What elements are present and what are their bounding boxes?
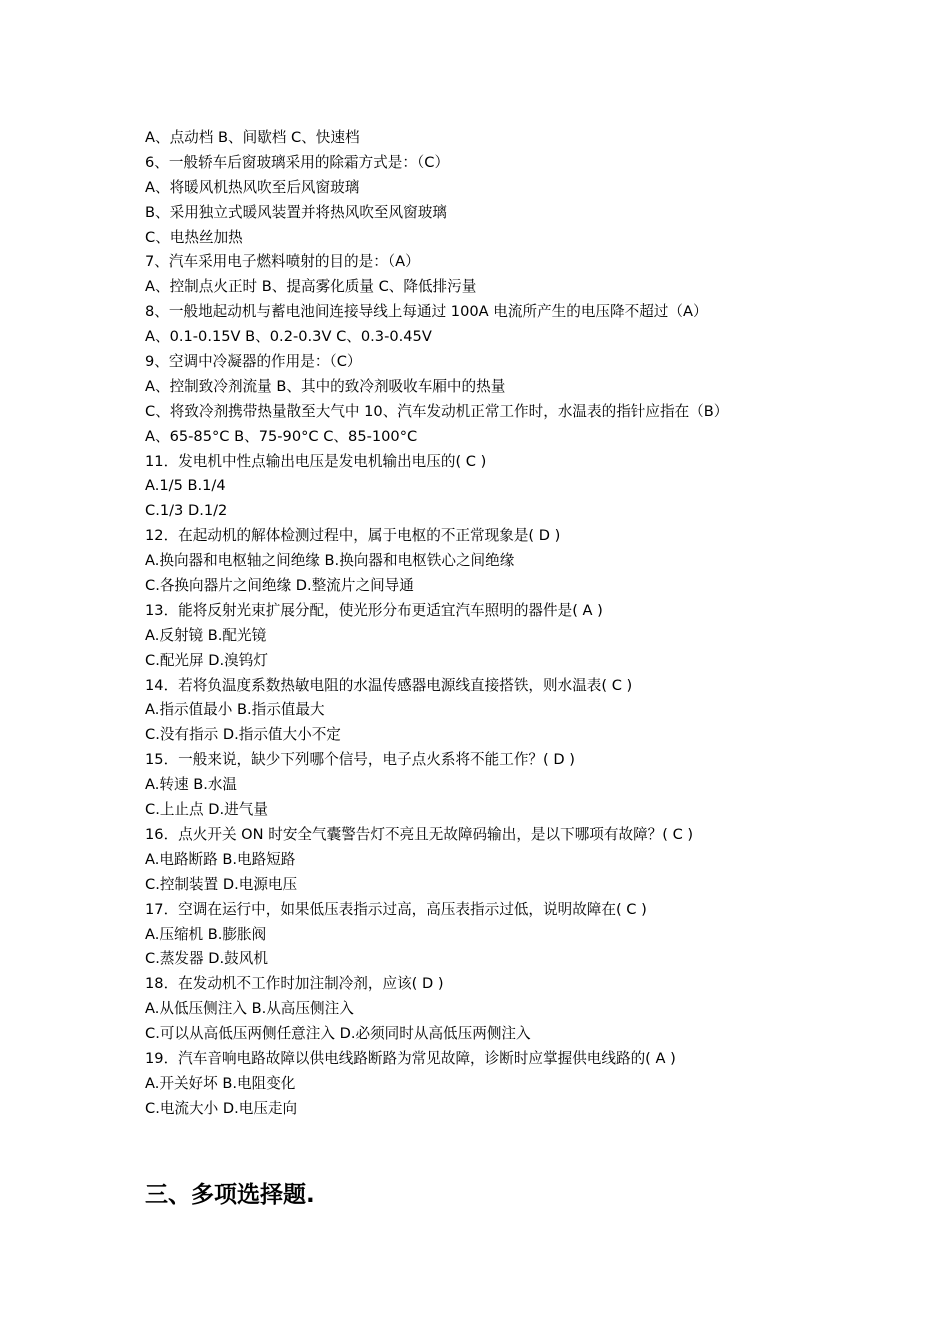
option-line: B、采用独立式暖风装置并将热风吹至风窗玻璃: [145, 203, 447, 221]
question-13: 13．能将反射光束扩展分配，使光形分布更适宜汽车照明的器件是( A ): [145, 601, 603, 619]
option-line: A、65-85°C B、75-90°C C、85-100°C: [145, 427, 418, 445]
option-line: C.配光屏 D.溴钨灯: [145, 651, 268, 669]
option-line: C.上止点 D.进气量: [145, 801, 268, 819]
question-9: 9、空调中冷凝器的作用是：（C）: [145, 353, 362, 371]
question-11: 11．发电机中性点输出电压是发电机输出电压的( C ): [145, 452, 487, 470]
section-heading: 三、多项选择题.: [145, 1182, 315, 1208]
option-line: C.控制装置 D.电源电压: [145, 875, 298, 893]
question-18: 18．在发动机不工作时加注制冷剂，应该( D ): [145, 975, 444, 993]
option-line: A.转速 B.水温: [145, 776, 238, 794]
option-line: A.电路断路 B.电路短路: [145, 850, 296, 868]
option-line: A.1/5 B.1/4: [145, 477, 226, 495]
option-line: C.没有指示 D.指示值大小不定: [145, 726, 341, 744]
question-6: 6、一般轿车后窗玻璃采用的除霜方式是：（C）: [145, 153, 450, 171]
option-line: A.从低压侧注入 B.从高压侧注入: [145, 1000, 354, 1018]
option-line: C.各换向器片之间绝缘 D.整流片之间导通: [145, 577, 414, 595]
option-line: C.电流大小 D.电压走向: [145, 1099, 298, 1117]
option-line: A、控制点火正时 B、提高雾化质量 C、降低排污量: [145, 278, 477, 296]
option-line: A、控制致冷剂流量 B、其中的致冷剂吸收车厢中的热量: [145, 377, 506, 395]
option-line: A.开关好坏 B.电阻变化: [145, 1074, 296, 1092]
question-19: 19．汽车音响电路故障以供电线路断路为常见故障，诊断时应掌握供电线路的( A ): [145, 1049, 676, 1067]
question-12: 12．在起动机的解体检测过程中，属于电枢的不正常现象是( D ): [145, 527, 561, 545]
option-line: A.换向器和电枢轴之间绝缘 B.换向器和电枢铁心之间绝缘: [145, 552, 515, 570]
option-line: A、0.1-0.15V B、0.2-0.3V C、0.3-0.45V: [145, 328, 432, 346]
question-8: 8、一般地起动机与蓄电池间连接导线上每通过 100A 电流所产生的电压降不超过（A）: [145, 303, 708, 321]
option-line: C、电热丝加热: [145, 228, 243, 246]
question-7: 7、汽车采用电子燃料喷射的目的是：（A）: [145, 253, 420, 271]
question-17: 17．空调在运行中，如果低压表指示过高，高压表指示过低，说明故障在( C ): [145, 900, 647, 918]
option-line: A、将暖风机热风吹至后风窗玻璃: [145, 178, 360, 196]
option-line: C.1/3 D.1/2: [145, 502, 228, 520]
question-16: 16．点火开关 ON 时安全气囊警告灯不亮且无故障码输出，是以下哪项有故障？( C ): [145, 825, 694, 843]
option-line: C.可以从高低压两侧任意注入 D.必须同时从高低压两侧注入: [145, 1025, 531, 1043]
option-line: A.反射镜 B.配光镜: [145, 626, 267, 644]
question-text-block: [145, 126, 925, 1122]
option-line: C.蒸发器 D.鼓风机: [145, 950, 268, 968]
text-line: A、点动档 B、间歇档 C、快速档: [145, 129, 360, 146]
option-line: A.压缩机 B.膨胀阀: [145, 925, 267, 943]
question-15: 15．一般来说，缺少下列哪个信号，电子点火系将不能工作？( D ): [145, 751, 575, 769]
option-line: A.指示值最小 B.指示值最大: [145, 701, 325, 719]
question-10: C、将致冷剂携带热量散至大气中 10、汽车发动机正常工作时，水温表的指针应指在（B）: [145, 402, 729, 420]
question-14: 14．若将负温度系数热敏电阻的水温传感器电源线直接搭铁，则水温表( C ): [145, 676, 633, 694]
